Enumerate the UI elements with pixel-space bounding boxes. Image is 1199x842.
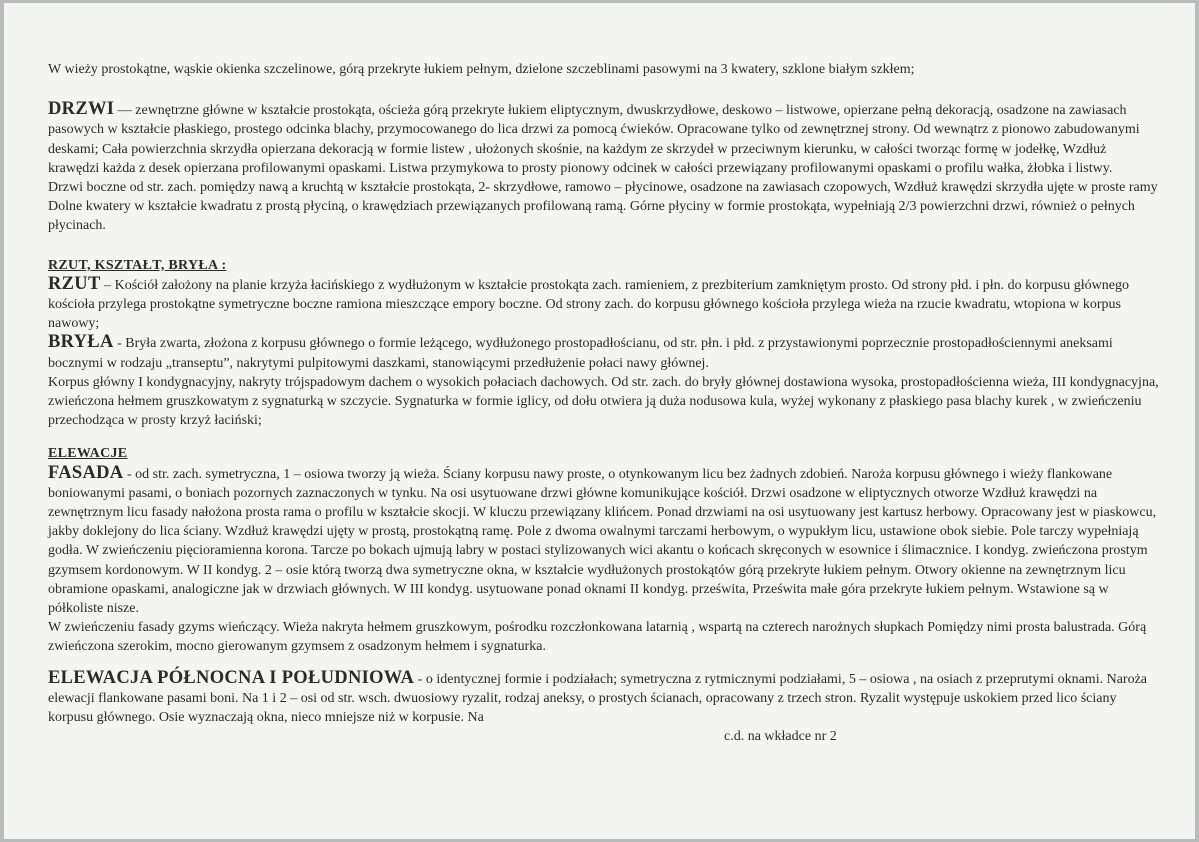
fasada-paragraph-2: W zwieńczeniu fasady gzyms wieńczący. Wieża nakryta hełmem gruszkowym, pośrodku rozczłonkowana latarnią , wspartą na czterech narożnych słupkach Pomiędzy nimi prosta balustrada. Górą zwieńczona szerokim, mocno gierowanym gzymsem z osadzonym hełmem i sygnaturka.: [48, 620, 1147, 655]
rzut-paragraph: [48, 275, 1160, 334]
rzut-text: – Kościół założony na planie krzyża łacińskiego z wydłużonym w kształcie prostokąta zach. ramieniem, z prezbiterium zamkniętym prosto. Od strony płd. i płn. do korpusu głównego kościoła przylega prostokątne symetryczne boczne ramiona mieszczące empory boczne. Od strony zach. do korpusu głównego kościoła przylega wieża na rzucie kwadratu, wtopiona w korpus nawowy;: [48, 277, 1129, 332]
drzwi-paragraph: [48, 100, 1160, 178]
bryla-paragraph-2: Korpus główny I kondygnacyjny, nakryty trójspadowym dachem o wysokich połaciach dachowych. Od str. zach. do bryły głównej dostawiona wysoka, prostopadłościenna wieża, III kondygnacyjna, zwieńczona hełmem gruszkowatym z sygnaturką w szczycie. Sygnaturka w formie iglicy, od dołu otwiera ją duża nodusowa kula, wyżej wykonany z płaskiego pasa blachy kurek , w zwieńczeniu przechodząca w prosty krzyż łaciński;: [48, 374, 1159, 429]
bryla-text: - Bryła zwarta, złożona z korpusu głównego o formie leżącego, wydłużonego prostopadłościanu, od str. płn. i płd. z przystawionymi poprzecznie prostopadłościennymi aneksami bocznymi w rodzaju „transeptu”, nakrytymi pulpitowymi daszkami, stanowiącymi przedłużenie połaci nawy głównej.: [48, 336, 1113, 371]
drzwi-text: — zewnętrzne główne w kształcie prostokąta, ościeża górą przekryte łukiem eliptycznym, dwuskrzydłowe, deskowo – listwowe, opierzane pełną dekoracją, osadzone na zawiasach pasowych w kształcie płaskiego, prostego odcinka blachy, przymocowanego do lica drzwi za pomocą ćwieków. Opracowane tylko od zewnętrznej strony. Od wewnątrz z pionowo zabudowanymi deskami; Cała powierzchnia skrzydła opierzana dekoracją w formie listew , ułożonych skośnie, na każdym ze skrzydeł w przeciwnym kierunku, w całości tworząc formę w jodełkę, Wzdłuż krawędzi każda z desek opierzana profilowanymi opaskami. Listwa przymykowa to prosty pionowy odcinek w całości przewiązany profilowanymi opaskami o profilu wałka, żłobka i listwy.: [48, 103, 1140, 176]
drzwi-side-paragraph: Drzwi boczne od str. zach. pomiędzy nawą a kruchtą w kształcie prostokąta, 2- skrzydłowe, ramowo – płycinowe, osadzone na zawiasach czopowych, Wzdłuż krawędzi skrzydła ujęte w proste ramy Dolne kwatery w kształcie kwadratu z prostą płyciną, o krawędziach przewiązanych profilowaną ramą. Górne płyciny w formie prostokąta, wypełniają 2/3 powierzchni drzwi, również o pełnych płycinach.: [48, 180, 1158, 234]
bryla-heading: BRYŁA: [48, 332, 114, 353]
drzwi-heading: DRZWI: [48, 99, 115, 120]
document-body: [48, 60, 1160, 747]
fasada-paragraph: [48, 464, 1160, 619]
intro-paragraph: W wieży prostokątne, wąskie okienka szczelinowe, górą przekryte łukiem pełnym, dzielone szczeblinami pasowymi na 3 kwatery, szklone białym szkłem;: [48, 62, 915, 77]
bryla-paragraph: [48, 333, 1160, 372]
rzut-heading: RZUT: [48, 273, 101, 294]
continuation-note: c.d. na wkładce nr 2: [724, 729, 837, 745]
elewacja-pn-heading: ELEWACJA PÓŁNOCNA I POŁUDNIOWA: [48, 667, 415, 688]
elewacja-pn-paragraph: [48, 669, 1160, 728]
rzut-section-title: RZUT, KSZTAŁT, BRYŁA :: [48, 257, 227, 273]
elewacje-section-title: ELEWACJE: [48, 446, 128, 462]
elewacja-pn-text: - o identycznej formie i podziałach; symetryczna z rytmicznymi podziałami, 5 – osiowa , na osiach z przeprutymi oknami. Naroża elewacji flankowane pasami boni. Na 1 i 2 – osi od str. wsch. dwuosiowy ryzalit, rodzaj aneksy, o prostych ścianach, opracowany z trzech stron. Ryzalit występuje uskokiem przed lico ściany korpusu głównego. Osie wyznaczają okna, nieco mniejsze niż w korpusie. Na: [48, 671, 1148, 726]
fasada-text: - od str. zach. symetryczna, 1 – osiowa tworzy ją wieża. Ściany korpusu nawy proste, o otynkowanym licu bez żadnych zdobień. Naroża korpusu głównego i wieży flankowane boniowanymi pasami, o boniach pozornych zaznaczonych w tynku. Na osi usytuowane drzwi główne komunikujące kościół. Drzwi osadzone w eliptycznych otworze Wzdłuż krawędzi na zewnętrznym licu fasady nałożona prosta rama o profilu w kształcie skocji. W kluczu przewiązany klińcem. Ponad drzwiami na osi usytuowany jest kartusz herbowy. Opracowany jest w piaskowcu, jakby doklejony do lica ściany. Wzdłuż krawędzi ujęty w prostą, prostokątną ramę. Pole z dwoma owalnymi tarczami herbowym, o wypukłym licu, ustawione obok siebie. Pole tarczy wypełniają godła. W zwieńczeniu pięcioramienna korona. Tarcze po bokach ujmują labry w postaci stylizowanych wici akantu o końcach skręconych w esownice i ślimacznice. I kondyg. zwieńczona prostym gzymsem kordonowym. W II kondyg. 2 – osie którą tworzą dwa symetryczne okna, w kształcie wydłużonych prostokątów górą przekryte łukiem pełnym. Otwory okienne na zewnętrznym licu obramione opaskami, analogiczne jak w drzwiach głównych. W III kondyg. usytuowane ponad oknami II kondyg. prześwita, Prześwita małe góra przekryte łukiem pełnym. Wstawione są w półkoliste nisze.: [48, 466, 1157, 617]
fasada-heading: FASADA: [48, 462, 124, 483]
document-sheet: [4, 3, 1195, 839]
